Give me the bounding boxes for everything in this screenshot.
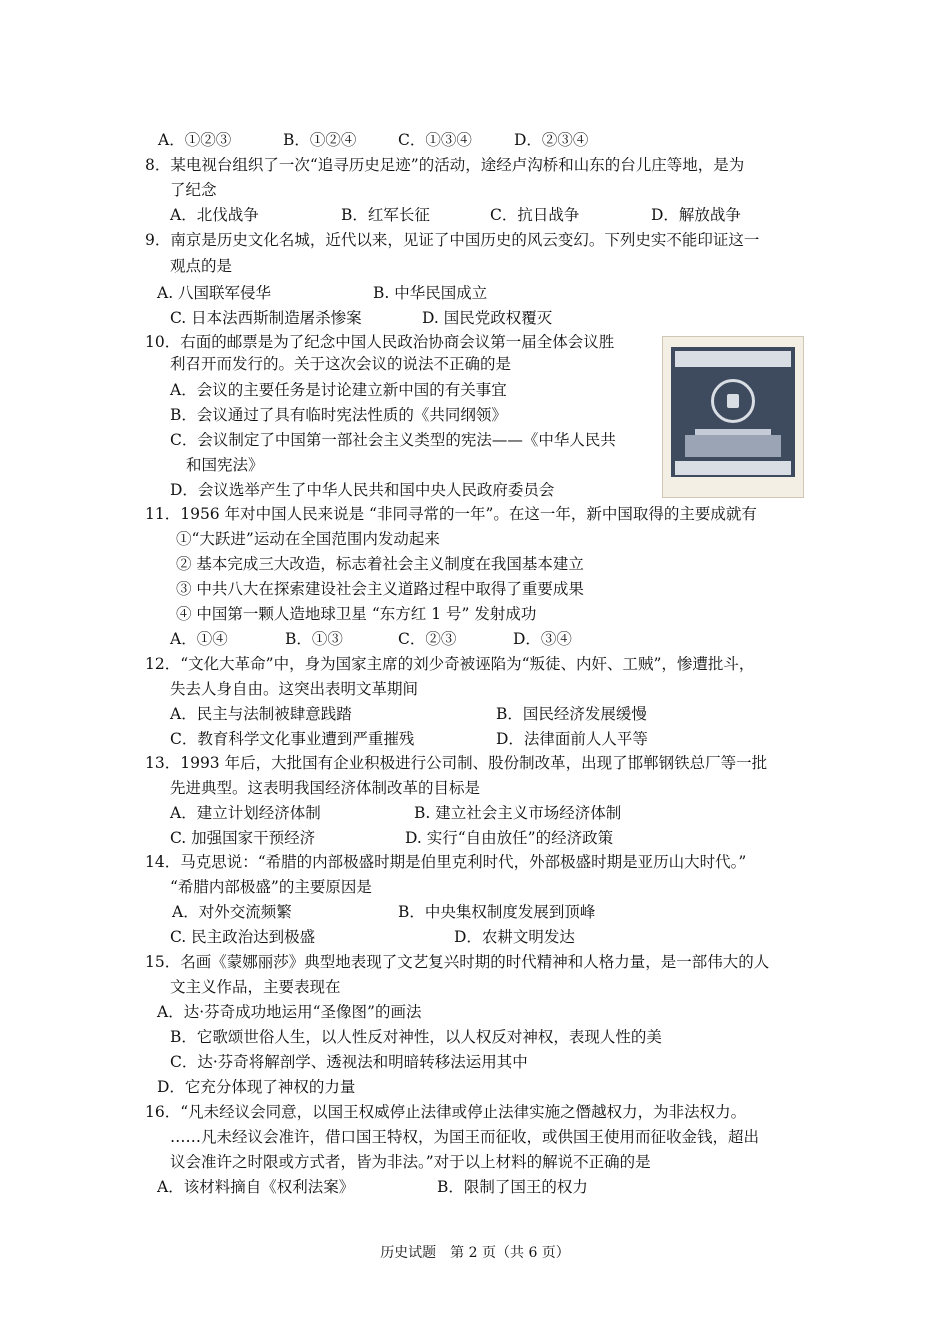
q11-item-2: ② 基本完成三大改造，标志着社会主义制度在我国基本建立 <box>176 555 584 573</box>
q15-option-c: C．达·芬奇将解剖学、透视法和明暗转移法运用其中 <box>170 1053 528 1071</box>
hall-building-shape <box>685 435 781 457</box>
q13-stem-line1: 13．1993 年后，大批国有企业积极进行公司制、股份制改革，出现了邯郸钢铁总厂等一批 <box>145 754 768 772</box>
q10-option-c-line2: 和国宪法》 <box>186 456 264 474</box>
q8-option-c: C．抗日战争 <box>490 206 580 224</box>
q8-stem-line1: 8．某电视台组织了一次“追寻历史足迹”的活动，途经卢沟桥和山东的台儿庄等地，是为 <box>145 156 745 174</box>
q12-option-d: D．法律面前人人平等 <box>496 730 648 748</box>
page-footer: 历史试题 第 2 页（共 6 页） <box>380 1245 570 1261</box>
q11-option-a: A．①④ <box>170 630 228 648</box>
q9-option-a: A. 八国联军侵华 <box>157 284 272 302</box>
q11-item-4: ④ 中国第一颗人造地球卫星 “东方红 1 号” 发射成功 <box>176 605 537 623</box>
cppcc-commemorative-stamp-image <box>662 336 804 498</box>
q8-stem-line2: 了纪念 <box>170 181 217 199</box>
q12-option-a: A．民主与法制被肆意践踏 <box>170 705 352 723</box>
q16-stem-line1: 16．“凡未经议会同意，以国王权威停止法律或停止法律实施之僭越权力，为非法权力。 <box>145 1103 747 1121</box>
q9-option-b: B. 中华民国成立 <box>373 284 488 302</box>
q13-option-d: D. 实行“自由放任”的经济政策 <box>405 829 614 847</box>
q10-option-d: D．会议选举产生了中华人民共和国中央人民政府委员会 <box>170 481 555 499</box>
q12-stem-line1: 12．“文化大革命”中，身为国家主席的刘少奇被诬陷为“叛徒、内奸、工贼”，惨遭批斗， <box>145 655 755 673</box>
q12-stem-line2: 失去人身自由。这突出表明文革期间 <box>170 680 419 698</box>
q11-option-d: D．③④ <box>513 630 572 648</box>
q10-stem-line1: 10．右面的邮票是为了纪念中国人民政治协商会议第一届全体会议胜 <box>145 333 615 351</box>
cppcc-emblem-icon <box>711 379 755 423</box>
q13-stem-line2: 先进典型。这表明我国经济体制改革的目标是 <box>170 779 481 797</box>
q16-option-a: A．该材料摘自《权利法案》 <box>157 1178 355 1196</box>
q10-option-a: A．会议的主要任务是讨论建立新中国的有关事宜 <box>170 381 507 399</box>
stamp-design <box>671 347 795 477</box>
q14-stem-line2: “希腊内部极盛”的主要原因是 <box>170 878 372 896</box>
q7-option-a: A．①②③ <box>158 131 232 149</box>
q9-option-d: D. 国民党政权覆灭 <box>422 309 553 327</box>
q15-option-b: B．它歌颂世俗人生，以人性反对神性，以人权反对神权，表现人性的美 <box>170 1028 662 1046</box>
stamp-bottom-banner <box>675 461 791 475</box>
q14-stem-line1: 14．马克思说：“希腊的内部极盛时期是伯里克利时代，外部极盛时期是亚历山大时代。” <box>145 853 747 871</box>
q8-option-b: B．红军长征 <box>341 206 430 224</box>
q12-option-b: B．国民经济发展缓慢 <box>496 705 647 723</box>
q11-option-b: B．①③ <box>285 630 343 648</box>
q10-stem-line2: 利召开而发行的。关于这次会议的说法不正确的是 <box>170 355 512 373</box>
q7-option-c: C．①③④ <box>398 131 472 149</box>
q16-option-b: B．限制了国王的权力 <box>437 1178 588 1196</box>
q14-option-d: D．农耕文明发达 <box>454 928 575 946</box>
q11-stem: 11．1956 年对中国人民来说是 “非同寻常的一年”。在这一年，新中国取得的主要成就有 <box>145 505 757 523</box>
q12-option-c: C．教育科学文化事业遭到严重摧残 <box>170 730 415 748</box>
q14-option-b: B．中央集权制度发展到顶峰 <box>398 903 596 921</box>
q10-option-b: B．会议通过了具有临时宪法性质的《共同纲领》 <box>170 406 507 424</box>
q8-option-d: D．解放战争 <box>651 206 741 224</box>
q15-stem-line1: 15．名画《蒙娜丽莎》典型地表现了文艺复兴时期的时代精神和人格力量，是一部伟大的人 <box>145 953 770 971</box>
q16-stem-line2: ……凡未经议会准许，借口国王特权，为国王而征收，或供国王使用而征收金钱，超出 <box>170 1128 760 1146</box>
q11-item-3: ③ 中共八大在探索建设社会主义道路过程中取得了重要成果 <box>176 580 584 598</box>
q11-option-c: C．②③ <box>398 630 457 648</box>
q11-item-1: ①“大跃进”运动在全国范围内发动起来 <box>176 530 440 548</box>
q16-stem-line3: 议会准许之时限或方式者，皆为非法。”对于以上材料的解说不正确的是 <box>170 1153 651 1171</box>
q13-option-a: A．建立计划经济体制 <box>170 804 321 822</box>
q8-option-a: A．北伐战争 <box>170 206 259 224</box>
q9-option-c: C. 日本法西斯制造屠杀惨案 <box>170 309 362 327</box>
q13-option-c: C. 加强国家干预经济 <box>170 829 316 847</box>
stamp-top-banner <box>675 351 791 367</box>
q13-option-b: B. 建立社会主义市场经济体制 <box>414 804 622 822</box>
q15-option-a: A．达·芬奇成功地运用“圣像图”的画法 <box>157 1003 422 1021</box>
q15-option-d: D．它充分体现了神权的力量 <box>157 1078 356 1096</box>
q7-option-d: D．②③④ <box>514 131 589 149</box>
q9-stem-line1: 9．南京是历史文化名城，近代以来，见证了中国历史的风云变幻。下列史实不能印证这一 <box>145 231 760 249</box>
q14-option-c: C. 民主政治达到极盛 <box>170 928 316 946</box>
q15-stem-line2: 文主义作品，主要表现在 <box>170 978 341 996</box>
stamp-code-strip <box>675 481 793 491</box>
q7-option-b: B．①②④ <box>283 131 357 149</box>
q10-option-c-line1: C．会议制定了中国第一部社会主义类型的宪法——《中华人民共 <box>170 431 616 449</box>
q14-option-a: A．对外交流频繁 <box>172 903 292 921</box>
q9-stem-line2: 观点的是 <box>170 257 233 275</box>
